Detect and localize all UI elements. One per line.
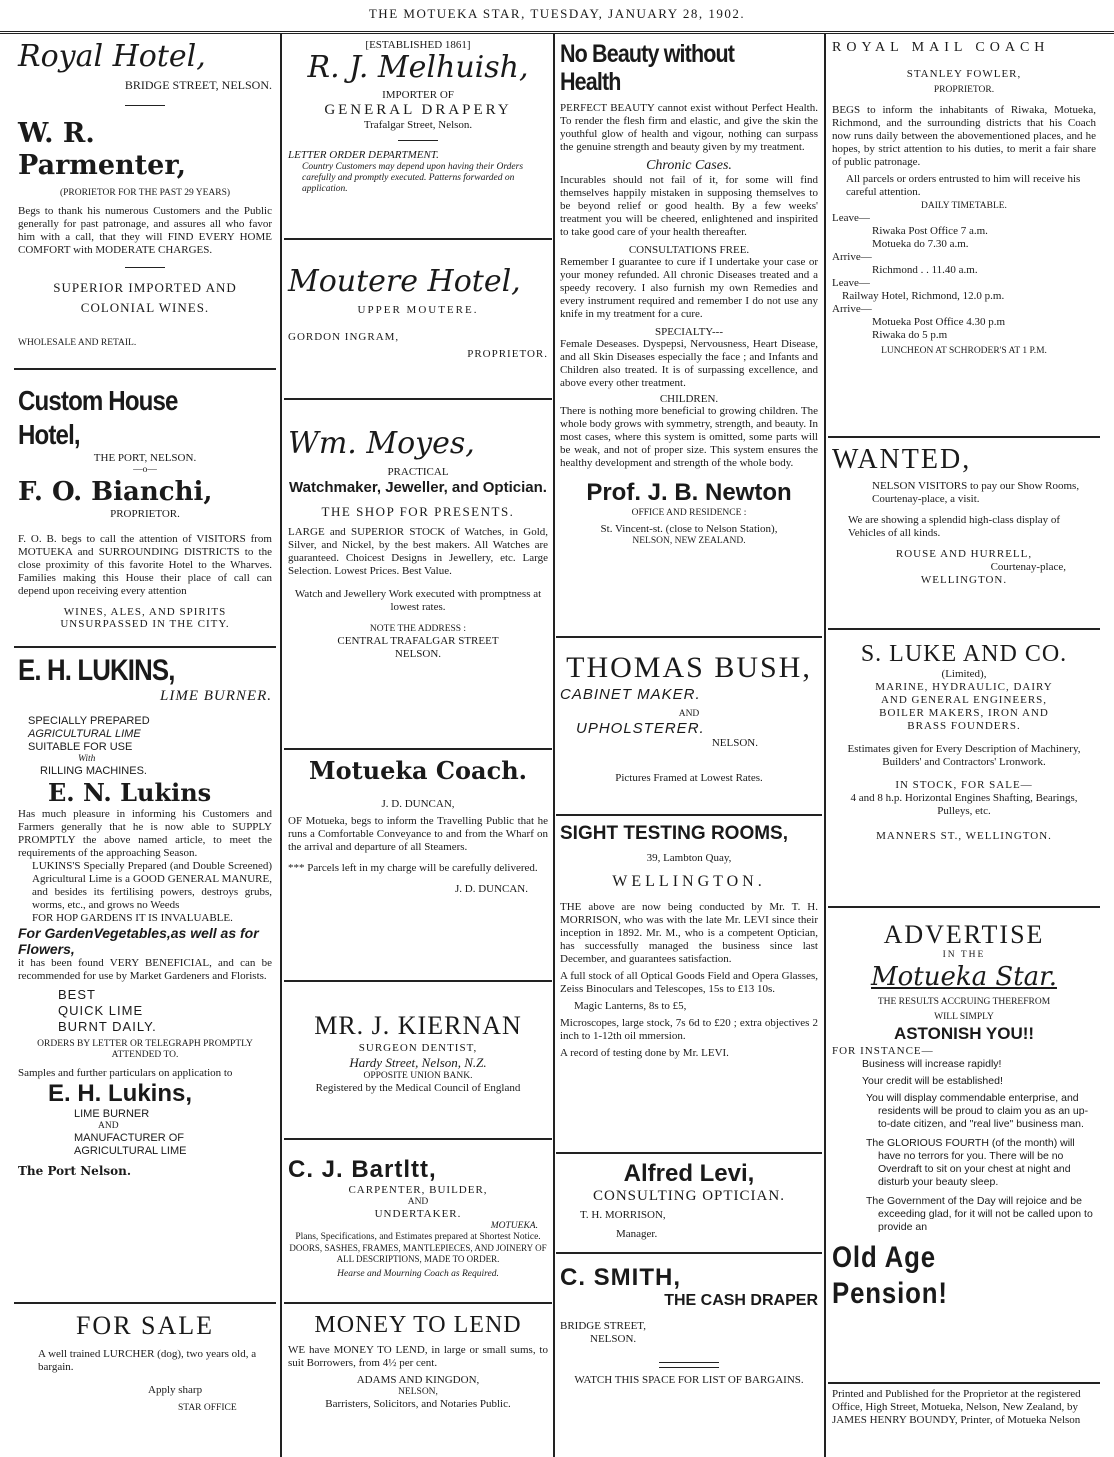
column-4 — [828, 34, 1100, 1457]
ad-title: Wm. Moyes, — [288, 426, 475, 461]
ad-melhuish: [ESTABLISHED 1861] R. J. Melhuish, IMPORTER OF GENERAL DRAPERY Trafalgar Street, Nelson. LETTER ORDER DEPARTMENT. Country Customers may depend upon having their Orders carefully and promptly executed. Patterns forwarded on application. — [284, 34, 552, 240]
ad-c-smith: C. SMITH, THE CASH DRAPER BRIDGE STREET, NELSON. WATCH THIS SPACE FOR LIST OF BARGAINS. — [560, 1264, 818, 1386]
column-rule — [553, 34, 555, 1457]
ad-for-sale: FOR SALE A well trained LURCHER (dog), two years old, a bargain. Apply sharp STAR OFFICE — [14, 1304, 276, 1454]
ad-title: C. J. Bartltt, — [288, 1156, 437, 1183]
ad-title: FOR SALE — [75, 1311, 215, 1340]
ad-title: THOMAS BUSH, — [566, 651, 812, 684]
ad-title: SIGHT TESTING ROOMS, — [560, 823, 789, 844]
imprint: Printed and Published for the Proprietor at the registered Office, High Street, Motueka, Nelson, New Zealand, by JAMES HENRY BOUNDY, Printer, of Motueka Nelson — [832, 1388, 1081, 1426]
ad-name: F. O. Bianchi, — [18, 477, 213, 507]
ad-lukins-lime: E. H. LUKINS, LIME BURNER. SPECIALLY PREPARED AGRICULTURAL LIME SUITABLE FOR USE With RILLING MACHINES. E. N. Lukins Has much pleasure in informing his Customers and Farmers generally that he is now able to SUPPLY PROMPTLY the above named article, to meet the requirements of the approaching Season. LUKINS'S Specially Prepared (and Double Screened) Agricultural Lime is a GOOD GENERAL MANURE, and besides its fertilising powers, destroys grubs, worms, etc., and grows no Weeds FOR HOP GARDENS IT IS INVALUABLE. For GardenVegetables,as well as for Flowers, it has been found VERY BENEFICIAL, and can be recommended for use by Market Gardeners and Florists. BEST QUICK LIME BURNT DAILY. ORDERS BY LETTER OR TELEGRAPH PROMPTLY ATTENDED TO. Samples and further particulars on application to E. H. Lukins, LIME BURNER AND MANUFACTURER OF AGRICULTURAL LIME The Port Nelson. — [14, 648, 276, 1304]
columns — [0, 34, 1114, 1457]
column-rule — [824, 34, 826, 1457]
ad-title: C. SMITH, — [560, 1264, 681, 1291]
ad-s-luke: S. LUKE AND CO. (Limited), MARINE, HYDRAULIC, DAIRY AND GENERAL ENGINEERS, BOILER MAKERS, IRON AND BRASS FOUNDERS. Estimates given for Every Description of Machinery, Builders' and Contractors' Lronwork. IN STOCK, FOR SALE— 4 and 8 h.p. Horizontal Engines Shafting, Bearings, Pulleys, etc. MANNERS ST., WELLINGTON. — [828, 630, 1100, 908]
ad-name: W. R. Parmenter, — [18, 118, 186, 181]
ad-motueka-coach: Motueka Coach. J. D. DUNCAN, OF Motueka, begs to inform the Travelling Public that he runs a Comfortable Conveyance to and from the Wharf on the arrival and departure of all Steamers. *** Parcels left in my charge will be carefully delivered. J. D. DUNCAN. — [284, 750, 552, 982]
ad-name: E. N. Lukins — [48, 778, 212, 807]
ad-title: E. H. LUKINS, — [18, 654, 175, 687]
ad-money-to-lend: MONEY TO LEND WE have MONEY TO LEND, in large or small sums, to suit Borrowers, from 4½ per cent. ADAMS AND KINGDON, NELSON, Barristers, Solicitors, and Notaries Public. — [288, 1312, 548, 1410]
ad-title: Royal Hotel, — [18, 39, 206, 74]
ad-alfred-levi: Alfred Levi, CONSULTING OPTICIAN. T. H. MORRISON, Manager. — [556, 1154, 822, 1254]
ad-title: Alfred Levi, — [623, 1160, 755, 1187]
ad-kiernan: MR. J. KIERNAN SURGEON DENTIST, Hardy Street, Nelson, N.Z. OPPOSITE UNION BANK. Registered by the Medical Council of England — [284, 982, 552, 1140]
ad-title: ROYAL MAIL COACH — [832, 40, 1050, 55]
ad-title: MONEY TO LEND — [314, 1312, 522, 1338]
column-rule — [280, 34, 282, 1457]
ad-title: MR. J. KIERNAN — [314, 1011, 522, 1040]
ad-custom-house-hotel: Custom House Hotel, THE PORT, NELSON. —o— F. O. Bianchi, PROPRIETOR. F. O. B. begs to call the attention of VISITORS from MOTUEKA and SURROUNDING DISTRICTS to the close proximity of this favorite Hotel to the Wharves. Families making this House their place of call can depend upon receiving every attention WINES, ALES, AND SPIRITS UNSURPASSED IN THE CITY. — [14, 370, 276, 648]
ad-title: S. LUKE AND CO. — [860, 641, 1068, 667]
ad-advertise: ADVERTISE IN THE Motueka Star. THE RESULTS ACCRUING THEREFROM WILL SIMPLY ASTONISH YOU!! FOR INSTANCE— Business will increase rapidly! Your credit will be established! You will display commendable enterprise, and residents will be proud to claim you as an up-to-date citizen, and "real live" business man. The GLORIOUS FOURTH (of the month) will have no terrors for you. There will be no Overdraft to sit on your chest at night and disturb your beauty sleep. The Government of the Day will rejoice and be exceeding glad, for it will not be called upon to provide an Old Age Pension! — [828, 908, 1100, 1384]
ad-bartlett: C. J. Bartltt, CARPENTER, BUILDER, AND UNDERTAKER. MOTUEKA. Plans, Specifications, and Estimates prepared at Shortest Notice. DOORS, SASHES, FRAMES, MANTLEPIECES, AND JOINERY OF ALL DESCRIPTIONS, MADE TO ORDER. Hearse and Mourning Coach as Required. — [284, 1140, 552, 1304]
ad-thomas-bush: THOMAS BUSH, CABINET MAKER. AND UPHOLSTERER. NELSON. Pictures Framed at Lowest Rates. — [556, 638, 822, 816]
ad-title: Motueka Coach. — [309, 756, 527, 785]
ad-title: WANTED, — [832, 444, 972, 475]
ad-wanted: WANTED, NELSON VISITORS to pay our Show Rooms, Courtenay-place, a visit. We are showing a splendid high-class display of Vehicles of all kinds. ROUSE AND HURRELL, Courtenay-place, WELLINGTON. — [828, 438, 1100, 630]
ad-moutere-hotel: Moutere Hotel, UPPER MOUTERE. GORDON INGRAM, PROPRIETOR. — [284, 240, 552, 400]
ad-royal-hotel: Royal Hotel, BRIDGE STREET, NELSON. W. R. Parmenter, (PRORIETOR FOR THE PAST 29 YEARS) Begs to thank his numerous Customers and the Public generally for past patronage, and assures all who favor him with a call, that they will FIND EVERY HOME COMFORT with MODERATE CHARGES. SUPERIOR IMPORTED AND COLONIAL WINES. WHOLESALE AND RETAIL. — [14, 34, 276, 370]
ad-name: Prof. J. B. Newton — [586, 479, 792, 506]
ad-sight-testing: SIGHT TESTING ROOMS, 39, Lambton Quay, WELLINGTON. THE above are now being conducted by Mr. T. H. MORRISON, who was with the late Mr. LEVI since their inception in 1892. Mr. M., who is a competent Optician, has successfully managed the business since last December, and guarantees satisfaction. A full stock of all Optical Goods Field and Opera Glasses, Zeiss Binoculars and Telescopes, 15s to £13 10s. Magic Lanterns, 8s to £5, Microscopes, large stock, 7s 6d to £20 ; extra objectives 2 inch to 1-12th oil mmersion. A record of testing done by Mr. LEVI. — [556, 816, 822, 1154]
ad-name: E. H. Lukins, — [48, 1080, 193, 1107]
ad-title: R. J. Melhuish, — [307, 50, 529, 85]
column-2 — [284, 34, 552, 1457]
masthead: THE MOTUEKA STAR, TUESDAY, JANUARY 28, 1902. — [0, 0, 1114, 34]
ad-moyes: Wm. Moyes, PRACTICAL Watchmaker, Jeweller, and Optician. THE SHOP FOR PRESENTS. LARGE and SUPERIOR STOCK of Watches, in Gold, Silver, and Nickel, by the best makers. All Watches are guaranteed. Choicest Designs in Jewellery, etc. Large Selection. Lowest Prices. Best Value. Watch and Jewellery Work executed with promptness at lowest rates. NOTE THE ADDRESS : CENTRAL TRAFALGAR STREET NELSON. — [284, 400, 552, 750]
column-3 — [556, 34, 822, 1457]
ad-title: ADVERTISE — [883, 920, 1045, 949]
ad-royal-mail-coach: ROYAL MAIL COACH STANLEY FOWLER, PROPRIETOR. BEGS to inform the inhabitants of Riwaka, Motueka, Richmond, and the surrounding districts that his Coach now runs daily between the abovementioned places, and he hopes, by strict attention to his duties, to merit a fair share of public patronage. All parcels or orders entrusted to him will receive his careful attention. DAILY TIMETABLE. Leave— Riwaka Post Office 7 a.m. Motueka do 7.30 a.m. Arrive— Richmond . . 11.40 a.m. Leave— Railway Hotel, Richmond, 12.0 p.m. Arrive— Motueka Post Office 4.30 p.m Riwaka do 5 p.m LUNCHEON AT SCHRODER'S AT 1 P.M. — [828, 34, 1100, 438]
ad-title: Moutere Hotel, — [288, 264, 521, 299]
ad-newton: No Beauty without Health PERFECT BEAUTY cannot exist without Perfect Health. To render the flesh firm and elastic, and give the skin the youthful glow of health and vigour, nothing can surpass the genuine strength and beauty given by my treatment. Chronic Cases. Incurables should not fail of it, for some will find themselves happily mistaken in supposing themselves to be beyond relief or good health. By a few weeks' treatment you will be cheered, enlightened and inspirited to take good care of your health thereafter. CONSULTATIONS FREE. Remember I guarantee to cure if I undertake your case or your money refunded. All chronic Diseases treated and a speedy recovery. I also furnish my own Remedies and every instrument required and remember I do not use any knife in my treatment for a cure. SPECIALTY--- Female Deseases. Dyspepsi, Nervousness, Heart Disease, and all Skin Diseases especially the face ; and Infants and Children also treated. It is of surpassing excellence, and above every other treatment. CHILDREN. There is nothing more beneficial to growing children. The whole body grows with symmetry, strength, and beauty. In most cases, where this system is omitted, some parts will be weak, and not of proper size. This system ensures the healthy development and strength of the whole body. Prof. J. B. Newton OFFICE AND RESIDENCE : St. Vincent-st. (close to Nelson Station), NELSON, NEW ZEALAND. — [556, 34, 822, 638]
column-1 — [14, 34, 276, 1457]
ad-title: No Beauty without Health — [560, 40, 735, 96]
ad-title: Custom House Hotel, — [18, 385, 178, 450]
